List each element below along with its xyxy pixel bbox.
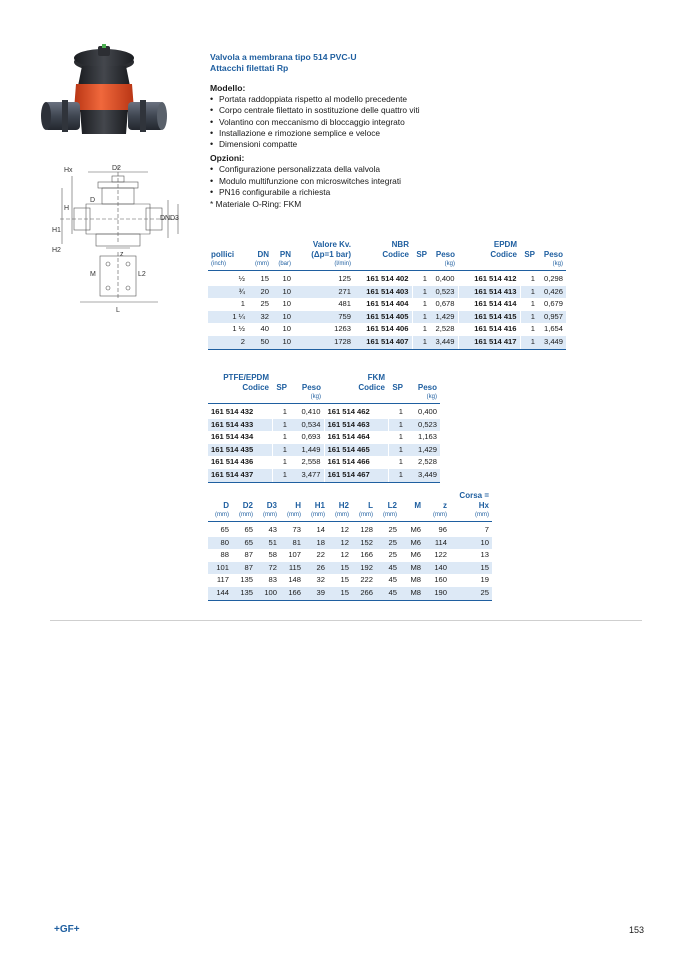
drawing-label-dn: DN [160,215,171,222]
drawing-label-h2: H2 [52,247,61,254]
table-cell: 32 [248,311,272,324]
table-cell: 1 [412,336,430,349]
table-cell: 0,410 [301,407,321,416]
table-cell: 14 [316,525,325,534]
table-cell: 161 514 465 [324,444,388,457]
table-cell: M8 [400,562,424,575]
table-cell: 45 [376,562,400,575]
table-cell: 0,523 [430,286,458,299]
col-unit: (mm) [359,512,373,518]
table-row [208,311,566,324]
table-cell: 161 514 467 [324,469,388,482]
col-unit: (mm) [215,512,229,518]
col-header-line: EPDM [493,240,517,249]
table-cell: 1,429 [406,444,440,457]
table-cell: 0,523 [406,419,440,432]
table-cell: 87 [232,562,256,575]
table-cell: 1 [388,456,406,469]
table-cell: 1,429 [430,311,458,324]
list-item: • PN16 configurabile a richiesta [210,187,590,198]
table-cell: 39 [304,587,328,600]
table-cell: 7 [484,525,489,534]
table-cell: 88 [220,550,229,560]
col-header-line: NBR [391,240,409,249]
table-cell: 1 [520,271,538,286]
table-cell: 1 [272,456,290,469]
table-cell: 161 514 463 [324,419,388,432]
col-header-line: Hx [478,501,489,510]
table-cell: 1,654 [543,324,563,334]
drawing-label-d: D [90,197,96,204]
col-header: SP [392,383,403,392]
table-cell: 128 [360,525,373,534]
table-cell: M6 [410,525,421,534]
table-cell: 271 [294,286,354,299]
table-cell: 161 514 464 [324,431,388,444]
col-unit: (mm) [335,512,349,518]
table-cell: 192 [352,562,376,575]
col-header: H1 [314,501,325,510]
table-cell: 1 ½ [232,324,245,334]
table-cell: 73 [292,525,301,534]
table-row [208,419,440,432]
list-item: • Modulo multifunzione con microswitches integrati [210,176,590,187]
col-unit: (inch) [211,261,227,267]
table-cell: 15 [328,562,352,575]
list-item: • Portata raddoppiata rispetto al modello precedente [210,94,590,105]
table-cell: 3,449 [538,336,566,349]
table-cell: 1 [388,469,406,482]
table-cell: 152 [352,537,376,550]
table-cell: 1728 [294,336,354,349]
table-cell: 1,163 [417,432,437,442]
col-header: Peso [435,250,455,259]
table-cell: 135 [232,587,256,600]
table-cell: 161 514 415 [458,311,520,324]
col-unit: (mm) [475,512,489,518]
table-row [208,404,440,419]
list-item: • Corpo centrale filettato in sostituzione delle quattro viti [210,105,590,116]
table-cell: 45 [376,587,400,600]
table-cell: 0,426 [538,286,566,299]
table-cell: 65 [220,525,229,534]
table-cell: 101 [208,562,232,575]
table-cell: 161 514 462 [324,404,388,419]
table-cell: 1 [412,286,430,299]
table-cell: 10 [272,336,294,349]
col-header [324,373,388,393]
col-header: PN [279,250,291,259]
list-item: • Volantino con meccanismo di bloccaggio integrato [210,117,590,128]
table-cell: 1 [412,311,430,324]
col-header: H2 [338,501,349,510]
col-header: D2 [242,501,253,510]
table-row [208,298,566,311]
product-photo [38,42,170,152]
table-cell: 3,449 [406,469,440,482]
table-cell: 22 [316,550,325,560]
table-cell: 0,678 [435,299,455,309]
table-cell: M8 [410,575,421,585]
table-cell: 759 [294,311,354,324]
col-header-line: (Δp=1 bar) [311,250,351,259]
table-cell: 12 [340,550,349,560]
drawing-label-l: L [116,307,120,314]
col-header: Peso [543,250,563,259]
table-row [208,522,492,537]
table-cell: 1 [520,298,538,311]
drawing-label-d3: D3 [170,215,179,222]
col-header-line: Codice [242,383,269,392]
table-dimensions [208,491,492,601]
col-header [354,240,412,260]
col-header: SP [276,383,287,392]
table-cell: 2,528 [435,324,455,334]
table-row [208,549,492,562]
table-cell: 1 [388,404,406,419]
col-unit: (bar) [278,261,291,267]
col-header-line: PTFE/EPDM [223,373,269,382]
table-cell: 1 [272,444,290,457]
table-cell: 32 [316,575,325,585]
table-cell: 18 [304,537,328,550]
table-cell: 26 [304,562,328,575]
col-header-line: Codice [490,250,517,259]
table-cell: 161 514 466 [324,456,388,469]
table-cell: 161 514 434 [211,432,254,442]
table-cell: 122 [434,550,447,560]
modello-heading: Modello: [210,83,246,93]
col-header: DN [257,250,269,259]
col-unit: (kg) [444,261,455,267]
col-header [450,491,492,511]
table-cell: 65 [232,537,256,550]
table-cell: 1 [388,431,406,444]
table-cell: 1 [412,323,430,336]
table-cell: 0,957 [538,311,566,324]
page-number: 153 [628,925,644,935]
table-cell: 83 [268,575,277,585]
table-row [208,444,440,457]
drawing-label-l2: L2 [138,271,146,278]
table-cell: 10 [282,274,291,283]
table-row [208,562,492,575]
table-cell: 160 [434,575,447,585]
table-row [208,271,566,286]
table-cell: 25 [260,299,269,309]
col-unit: (kg) [552,261,563,267]
page-subtitle: Attacchi filettati Rp [210,63,289,73]
table-cell: 1 [412,271,430,286]
table-cell: 45 [388,575,397,585]
table-cell: 125 [338,274,351,283]
table-cell: 148 [288,575,301,585]
page-title: Valvola a membrana tipo 514 PVC-U [210,52,357,62]
drawing-label-h: H [64,205,70,212]
table-cell: 20 [248,286,272,299]
table-cell: 1,449 [290,444,324,457]
drawing-label-d2: D2 [112,165,121,172]
table-cell: 481 [338,299,351,309]
table-cell: 1 [272,404,290,419]
table-cell: 40 [260,324,269,334]
table-body [208,271,566,350]
table-cell: 1 [272,419,290,432]
table-cell: 115 [280,562,304,575]
table-cell: 15 [450,562,492,575]
table-ptfe-fkm [208,373,440,483]
table-cell: 72 [256,562,280,575]
modello-list [210,94,590,150]
table-cell: M8 [400,587,424,600]
col-header-line: Codice [358,383,385,392]
table-cell: 10 [450,537,492,550]
table-cell: 1 [388,444,406,457]
table-cell: 10 [282,299,291,309]
table-row [208,323,566,336]
col-header: D [223,501,229,510]
drawing-label-m: M [90,271,96,278]
table-cell: 161 514 414 [458,298,520,311]
table-cell: 161 514 403 [354,286,412,299]
table-cell: 2,528 [417,457,437,467]
table-cell: 161 514 435 [208,444,272,457]
col-header-line: Codice [382,250,409,259]
table-cell: 1 [388,419,406,432]
table-cell: 1 [520,286,538,299]
opzioni-heading: Opzioni: [210,153,245,164]
table-cell: 166 [360,550,373,560]
table-cell: 10 [272,311,294,324]
table-cell: 117 [216,575,229,585]
table-cell: 190 [424,587,450,600]
table-cell: 15 [340,575,349,585]
table-cell: 2 [208,336,248,349]
table-cell: M6 [400,537,424,550]
table-cell: 1 [520,336,538,349]
table-cell: 161 514 412 [458,271,520,286]
table-cell: 2,558 [301,457,321,467]
col-unit: (mm) [263,512,277,518]
list-item: • Dimensioni compatte [210,139,590,150]
technical-drawing [50,160,188,320]
col-header: pollici [211,250,235,259]
table-cell: 25 [388,525,397,534]
table-cell: 19 [480,575,489,585]
table-row [208,537,492,550]
col-unit: (mm) [383,512,397,518]
table-cell: 65 [244,525,253,534]
col-unit: (mm) [311,512,325,518]
table-cell: 144 [208,587,232,600]
table-cell: 161 514 404 [366,299,409,309]
table-cell: 107 [288,550,301,560]
table-cell: 12 [328,537,352,550]
col-unit: (mm) [255,261,269,267]
table-cell: 161 514 436 [211,457,254,467]
table-cell: 10 [272,286,294,299]
table-cell: 166 [280,587,304,600]
table-cell: 0,534 [290,419,324,432]
table-cell: 50 [248,336,272,349]
col-header-line: FKM [367,373,385,382]
table-cell: 135 [240,575,253,585]
col-header: SP [416,250,427,259]
table-cell: 15 [260,274,269,283]
table-cell: 161 514 417 [458,336,520,349]
table-cell: 87 [244,550,253,560]
section-divider [50,620,642,621]
col-header: L2 [387,501,397,510]
material-note: * Materiale O-Ring: FKM [210,199,302,210]
col-unit: (kg) [310,394,321,400]
table-cell: 81 [280,537,304,550]
table-cell: 161 514 416 [458,323,520,336]
col-header-line: Valore Kv. [312,240,351,249]
table-cell: 1 [240,299,245,309]
table-row [208,336,566,349]
table-cell: 161 514 413 [458,286,520,299]
list-item: • Installazione e rimozione semplice e veloce [210,128,590,139]
table-cell: 15 [328,587,352,600]
table-cell: 58 [268,550,277,560]
col-header: Peso [301,383,321,392]
table-cell: 1263 [334,324,351,334]
col-unit: (mm) [239,512,253,518]
table-cell: 1 ¼ [208,311,248,324]
opzioni-list [210,164,590,198]
table-cell: 161 514 405 [354,311,412,324]
table-cell: 13 [480,550,489,560]
table-row [208,469,440,482]
table-row [208,574,492,587]
col-unit: (kg) [426,394,437,400]
col-header: H [295,501,301,510]
drawing-label-hx: Hx [64,167,73,174]
table-cell: 10 [282,324,291,334]
table-cell: ½ [238,274,245,283]
table-cell: 266 [352,587,376,600]
list-item: • Configurazione personalizzata della valvola [210,164,590,175]
table-cell: 96 [438,525,447,534]
col-header: Peso [417,383,437,392]
col-header [208,373,272,393]
col-header: L [368,501,373,510]
col-header: SP [524,250,535,259]
description-block [210,52,590,210]
table-cell: 0,400 [417,407,437,416]
table-row [208,456,440,469]
table-cell: 25 [388,550,397,560]
table-cell: 140 [424,562,450,575]
table-cell: 161 514 406 [366,324,409,334]
col-header [458,240,520,260]
table-cell: 161 514 407 [354,336,412,349]
drawing-label-h1: H1 [52,227,61,234]
table-body [208,522,492,601]
table-row [208,587,492,600]
table-cell: 100 [256,587,280,600]
table-row [208,286,566,299]
table-cell: 0,400 [435,274,455,283]
table-row [208,431,440,444]
table-cell: 222 [360,575,373,585]
col-unit: (mm) [433,512,447,518]
table-cell: 114 [424,537,450,550]
table-cell: 1 [520,311,538,324]
table-cell: 43 [268,525,277,534]
table-cell: 3,449 [430,336,458,349]
table-cell: 1 [272,431,290,444]
table-cell: 12 [340,525,349,534]
table-cell: ¾ [208,286,248,299]
table-cell: 80 [208,537,232,550]
col-header [294,240,354,260]
table-cell: 0,298 [543,274,563,283]
table-cell: 25 [450,587,492,600]
col-unit: (mm) [287,512,301,518]
table-cell: M6 [410,550,421,560]
col-header: z [443,501,447,510]
table-cell: 0,679 [543,299,563,309]
drawing-label-z: z [120,251,124,258]
table-cell: 161 514 402 [366,274,409,283]
table-body [208,404,440,483]
table-cell: 1 [272,469,290,482]
table-cell: 1 [412,298,430,311]
col-header-line: Corsa = [459,491,489,500]
col-unit: (l/min) [334,261,351,267]
col-header: M [414,501,421,510]
table-nbr-epdm [208,240,566,350]
table-cell: 161 514 433 [208,419,272,432]
table-cell: 25 [376,537,400,550]
table-cell: 161 514 432 [211,407,254,416]
table-cell: 51 [256,537,280,550]
table-cell: 0,693 [301,432,321,442]
table-cell: 161 514 437 [208,469,272,482]
table-cell: 3,477 [290,469,324,482]
col-header: D3 [266,501,277,510]
table-cell: 1 [520,323,538,336]
gf-logo: +GF+ [54,924,80,935]
